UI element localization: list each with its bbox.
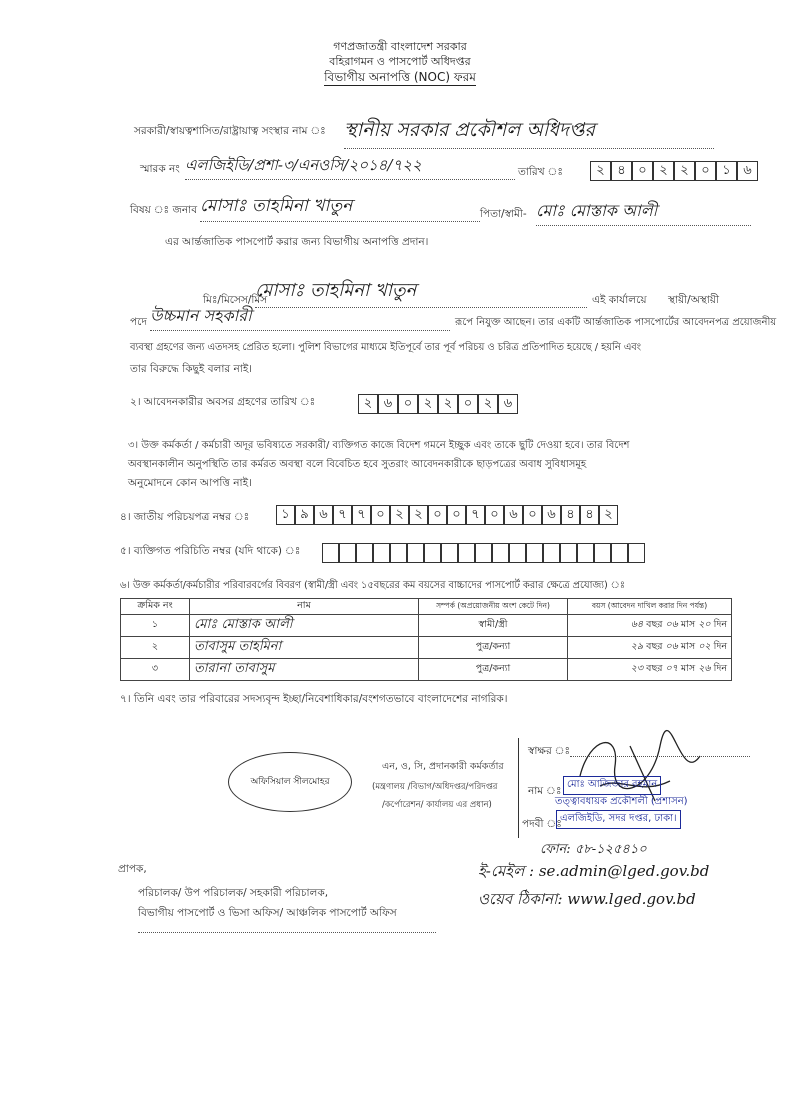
name-label: নাম ঃ xyxy=(528,785,562,797)
nid-digit: ৭ xyxy=(333,505,352,525)
nid-digit: ০ xyxy=(447,505,466,525)
nid-digit: ৭ xyxy=(352,505,371,525)
memo-date-digit: ০ xyxy=(632,161,653,181)
nid-digit: ০ xyxy=(371,505,390,525)
para1-line1: রূপে নিযুক্ত আছেন। তার একটি আর্ন্তজাতিক পাসপোর্টের আবেদনপত্র প্রয়োজনীয় xyxy=(455,317,777,328)
memo-date-digit: ০ xyxy=(695,161,716,181)
memo-date-label: তারিখ ঃ xyxy=(518,166,563,178)
month-label: মাস xyxy=(680,663,696,674)
nid-digit: ৬ xyxy=(504,505,523,525)
post-label: পদে xyxy=(130,316,147,328)
title-label: মিঃ/মিসেস/মিস xyxy=(203,294,268,306)
month-label: মাস xyxy=(680,641,696,652)
personal-id-box xyxy=(407,543,424,563)
month-label: মাস xyxy=(680,619,696,630)
retirement-date-boxes xyxy=(358,394,518,414)
retirement-digit: ০ xyxy=(398,394,418,414)
personal-id-box xyxy=(560,543,577,563)
header-line-1: গণপ্রজাতন্ত্রী বাংলাদেশ সরকার xyxy=(333,40,467,53)
personal-id-box xyxy=(492,543,509,563)
memo-date-digit: ১ xyxy=(716,161,737,181)
recipient-line-2: বিভাগীয় পাসপোর্ট ও ভিসা অফিস/ আঞ্চলিক পাসপোর্ট অফিস xyxy=(138,907,397,919)
nid-digit: ২ xyxy=(390,505,409,525)
personal-id-box xyxy=(339,543,356,563)
row-years: ৬৪ xyxy=(630,619,644,630)
clause3-line3: অনুমোদনে কোন আপত্তি নাই। xyxy=(128,477,252,489)
office-text: এই কার্যালয়ে xyxy=(592,294,647,306)
retirement-digit: ৬ xyxy=(378,394,398,414)
web-text: ওয়েব ঠিকানা: www.lged.gov.bd xyxy=(478,890,696,908)
sign-label: স্বাক্ষর ঃ xyxy=(528,745,571,757)
personal-id-label: ৫। ব্যক্তিগত পরিচিতি নম্বর (যদি থাকে) ঃ xyxy=(120,545,301,557)
row-years: ২৯ xyxy=(630,641,644,652)
personal-id-box xyxy=(526,543,543,563)
header-line-2: বহিরাগমন ও পাসপোর্ট অধিদপ্তর xyxy=(329,55,471,68)
nid-digit: ২ xyxy=(599,505,618,525)
personal-id-box xyxy=(322,543,339,563)
name-value: মোঃ আজিজার রহমান xyxy=(563,776,661,795)
nid-digit: ২ xyxy=(409,505,428,525)
row-months: ০৬ xyxy=(665,619,678,630)
col-relation: সম্পর্ক (অপ্রয়োজনীয় অংশ কেটে দিন) xyxy=(419,599,568,615)
memo-date-digit: ২ xyxy=(653,161,674,181)
family-heading: ৬। উক্ত কর্মকর্তা/কর্মচারীর পরিবারবর্গের বিবরণ (স্বামী/স্ত্রী এবং ১৫বছরের কম বয়সের বাচ্চাদের পাসপোর্ট করার ক্ষেত্রে প্রযোজ্য) ঃ xyxy=(120,580,625,591)
memo-value: এলজিইডি/প্রশা-৩/এনওসি/২০১৪/৭২২ xyxy=(185,154,515,180)
subject-spouse-label: পিতা/স্বামী- xyxy=(480,208,527,220)
row-serial: ১ xyxy=(121,615,190,637)
email-text: ই-মেইল : se.admin@lged.gov.bd xyxy=(478,862,710,880)
para1-line3: তার বিরুদ্ধে কিছুই বলার নাই। xyxy=(130,363,253,375)
authority-line-2: (মন্ত্রণালয় /বিভাগ/অধিদপ্তর/পরিদপ্তর xyxy=(372,782,498,792)
row-relation: স্বামী/স্ত্রী xyxy=(419,615,568,637)
row-relation: পুত্র/কন্যা xyxy=(419,659,568,681)
retirement-digit: ২ xyxy=(478,394,498,414)
family-header-row xyxy=(121,599,732,615)
subject-label: বিষয় ঃ জনাব xyxy=(130,204,198,216)
official-seal xyxy=(228,752,352,812)
personal-id-box xyxy=(543,543,560,563)
nid-digit: ০ xyxy=(428,505,447,525)
memo-date-digit: ২ xyxy=(674,161,695,181)
row-age xyxy=(568,659,732,681)
row-age xyxy=(568,637,732,659)
year-label: বছর xyxy=(646,641,663,652)
personal-id-box xyxy=(424,543,441,563)
nid-digit: ৬ xyxy=(542,505,561,525)
nid-digit: ০ xyxy=(485,505,504,525)
memo-date-digit: ৬ xyxy=(737,161,758,181)
retirement-label: ২। আবেদনকারীর অবসর গ্রহণের তারিখ ঃ xyxy=(130,396,316,408)
clause7-text: ৭। তিনি এবং তার পরিবারের সদস্যবৃন্দ ইচ্ছা/নিবেশাধিকার/বংশগতভাবে বাংলাদেশের নাগরিক। xyxy=(120,693,508,705)
row-serial: ২ xyxy=(121,637,190,659)
personal-id-box xyxy=(509,543,526,563)
table-row xyxy=(121,659,732,681)
nid-digit: ৪ xyxy=(561,505,580,525)
nid-digit: ১ xyxy=(276,505,295,525)
clause3-line2: অবস্থানকালীন অনুপস্থিতি তার কর্মরত অবস্থা বলে বিবেচিত হবে সুতরাং আবেদনকারীকে ছাড়পত্রের অবাধ সুবিধাসমূহ xyxy=(128,459,587,470)
person-name: মোসাঃ তাহমিনা খাতুন xyxy=(255,276,587,308)
row-name: তাবাসুম তাহমিনা xyxy=(190,637,419,659)
nid-label: ৪। জাতীয় পরিচয়পত্র নম্বর ঃ xyxy=(120,511,250,523)
post-value: উচ্চমান সহকারী xyxy=(150,303,450,331)
table-row xyxy=(121,637,732,659)
retirement-digit: ২ xyxy=(418,394,438,414)
recipient-line-1: পরিচালক/ উপ পরিচালক/ সহকারী পরিচালক, xyxy=(138,887,329,899)
recipient-line xyxy=(138,932,436,933)
memo-date-digit: ২ xyxy=(590,161,611,181)
recipient-label: প্রাপক, xyxy=(118,863,147,875)
memo-date-digit: ৪ xyxy=(611,161,632,181)
personal-id-box xyxy=(458,543,475,563)
sign-divider xyxy=(518,738,521,838)
personal-id-boxes xyxy=(322,543,645,563)
year-label: বছর xyxy=(646,663,663,674)
nid-digit: ৪ xyxy=(580,505,599,525)
nid-digit: ৬ xyxy=(314,505,333,525)
retirement-digit: ২ xyxy=(358,394,378,414)
form-title-wrap xyxy=(0,66,800,89)
personal-id-box xyxy=(356,543,373,563)
seal-label: অফিসিয়াল সীলমোহর xyxy=(250,777,330,787)
personal-id-box xyxy=(628,543,645,563)
row-age xyxy=(568,615,732,637)
family-table xyxy=(120,598,732,681)
memo-label: স্মারক নং xyxy=(140,163,180,175)
col-age: বয়স (আবেদন দাখিল করার দিন পর্যন্ত) xyxy=(568,599,732,615)
personal-id-box xyxy=(390,543,407,563)
retirement-digit: ৬ xyxy=(498,394,518,414)
retirement-digit: ০ xyxy=(458,394,478,414)
memo-date-boxes xyxy=(590,161,758,181)
role-value: তত্ত্বাবধায়ক প্রকৌশলী (প্রশাসন) xyxy=(555,796,688,807)
retirement-digit: ২ xyxy=(438,394,458,414)
phone-text: ফোন: ৫৮-১২৫৪১০ xyxy=(540,842,647,857)
row-serial: ৩ xyxy=(121,659,190,681)
nid-boxes xyxy=(276,505,618,525)
personal-id-box xyxy=(441,543,458,563)
status-text: স্থায়ী/অস্থায়ী xyxy=(668,294,719,306)
personal-id-box xyxy=(594,543,611,563)
row-months: ০৭ xyxy=(665,663,678,674)
nid-digit: ০ xyxy=(523,505,542,525)
post-value-sign: এলজিইডি, সদর দপ্তর, ঢাকা। xyxy=(556,810,681,829)
row-years: ২৩ xyxy=(630,663,644,674)
row-months: ০৬ xyxy=(665,641,678,652)
clause3-line1: ৩। উক্ত কর্মকর্তা / কর্মচারী অদূর ভবিষ্যতে সরকারী/ ব্যক্তিগত কাজে বিদেশ গমনে ইচ্ছুক এবং তাকে ছুটি দেওয়া হবে। তার বিদেশ xyxy=(128,440,630,451)
subject-name: মোসাঃ তাহমিনা খাতুন xyxy=(200,193,480,222)
nid-digit: ৭ xyxy=(466,505,485,525)
authority-line-3: /কর্পোরেশন/ কার্যালয় এর প্রধান) xyxy=(382,800,492,810)
row-relation: পুত্র/কন্যা xyxy=(419,637,568,659)
table-row xyxy=(121,615,732,637)
org-value: স্থানীয় সরকার প্রকৌশল অধিদপ্তর xyxy=(344,116,714,149)
subject-spouse-name: মোঃ মোস্তাক আলী xyxy=(536,198,751,226)
para1-line2: ব্যবস্থা গ্রহণের জন্য এতদসহ প্রেরিত হলো। পুলিশ বিভাগের মাধ্যমে ইতিপূর্বে তার পূর্ব পরিচয় ও চরিত্র প্রতিপাদিত হয়েছে / হয়নি এবং xyxy=(130,342,641,353)
row-days: ২৬ xyxy=(698,663,711,674)
day-label: দিন xyxy=(713,663,727,674)
day-label: দিন xyxy=(713,619,727,630)
form-title: বিভাগীয় অনাপত্তি (NOC) ফরম xyxy=(324,70,476,84)
org-label: সরকারী/স্বায়ত্বশাসিত/রাষ্ট্রায়াত্ব সংস্থার নাম ঃ xyxy=(134,125,326,137)
post-label-sign: পদবী ঃ xyxy=(522,818,562,830)
intro-text: এর আর্ন্তজাতিক পাসপোর্ট করার জন্য বিভাগীয় অনাপত্তি প্রদান। xyxy=(165,236,429,248)
year-label: বছর xyxy=(646,619,663,630)
col-name: নাম xyxy=(190,599,419,615)
personal-id-box xyxy=(373,543,390,563)
personal-id-box xyxy=(475,543,492,563)
day-label: দিন xyxy=(713,641,727,652)
personal-id-box xyxy=(577,543,594,563)
row-name: মোঃ মোস্তাক আলী xyxy=(190,615,419,637)
personal-id-box xyxy=(611,543,628,563)
row-days: ০২ xyxy=(698,641,711,652)
col-serial: ক্রমিক নং xyxy=(121,599,190,615)
row-days: ২০ xyxy=(698,619,711,630)
authority-line-1: এন, ও, সি, প্রদানকারী কর্মকর্তার xyxy=(382,761,504,772)
row-name: তারানা তাবাসুম xyxy=(190,659,419,681)
nid-digit: ৯ xyxy=(295,505,314,525)
